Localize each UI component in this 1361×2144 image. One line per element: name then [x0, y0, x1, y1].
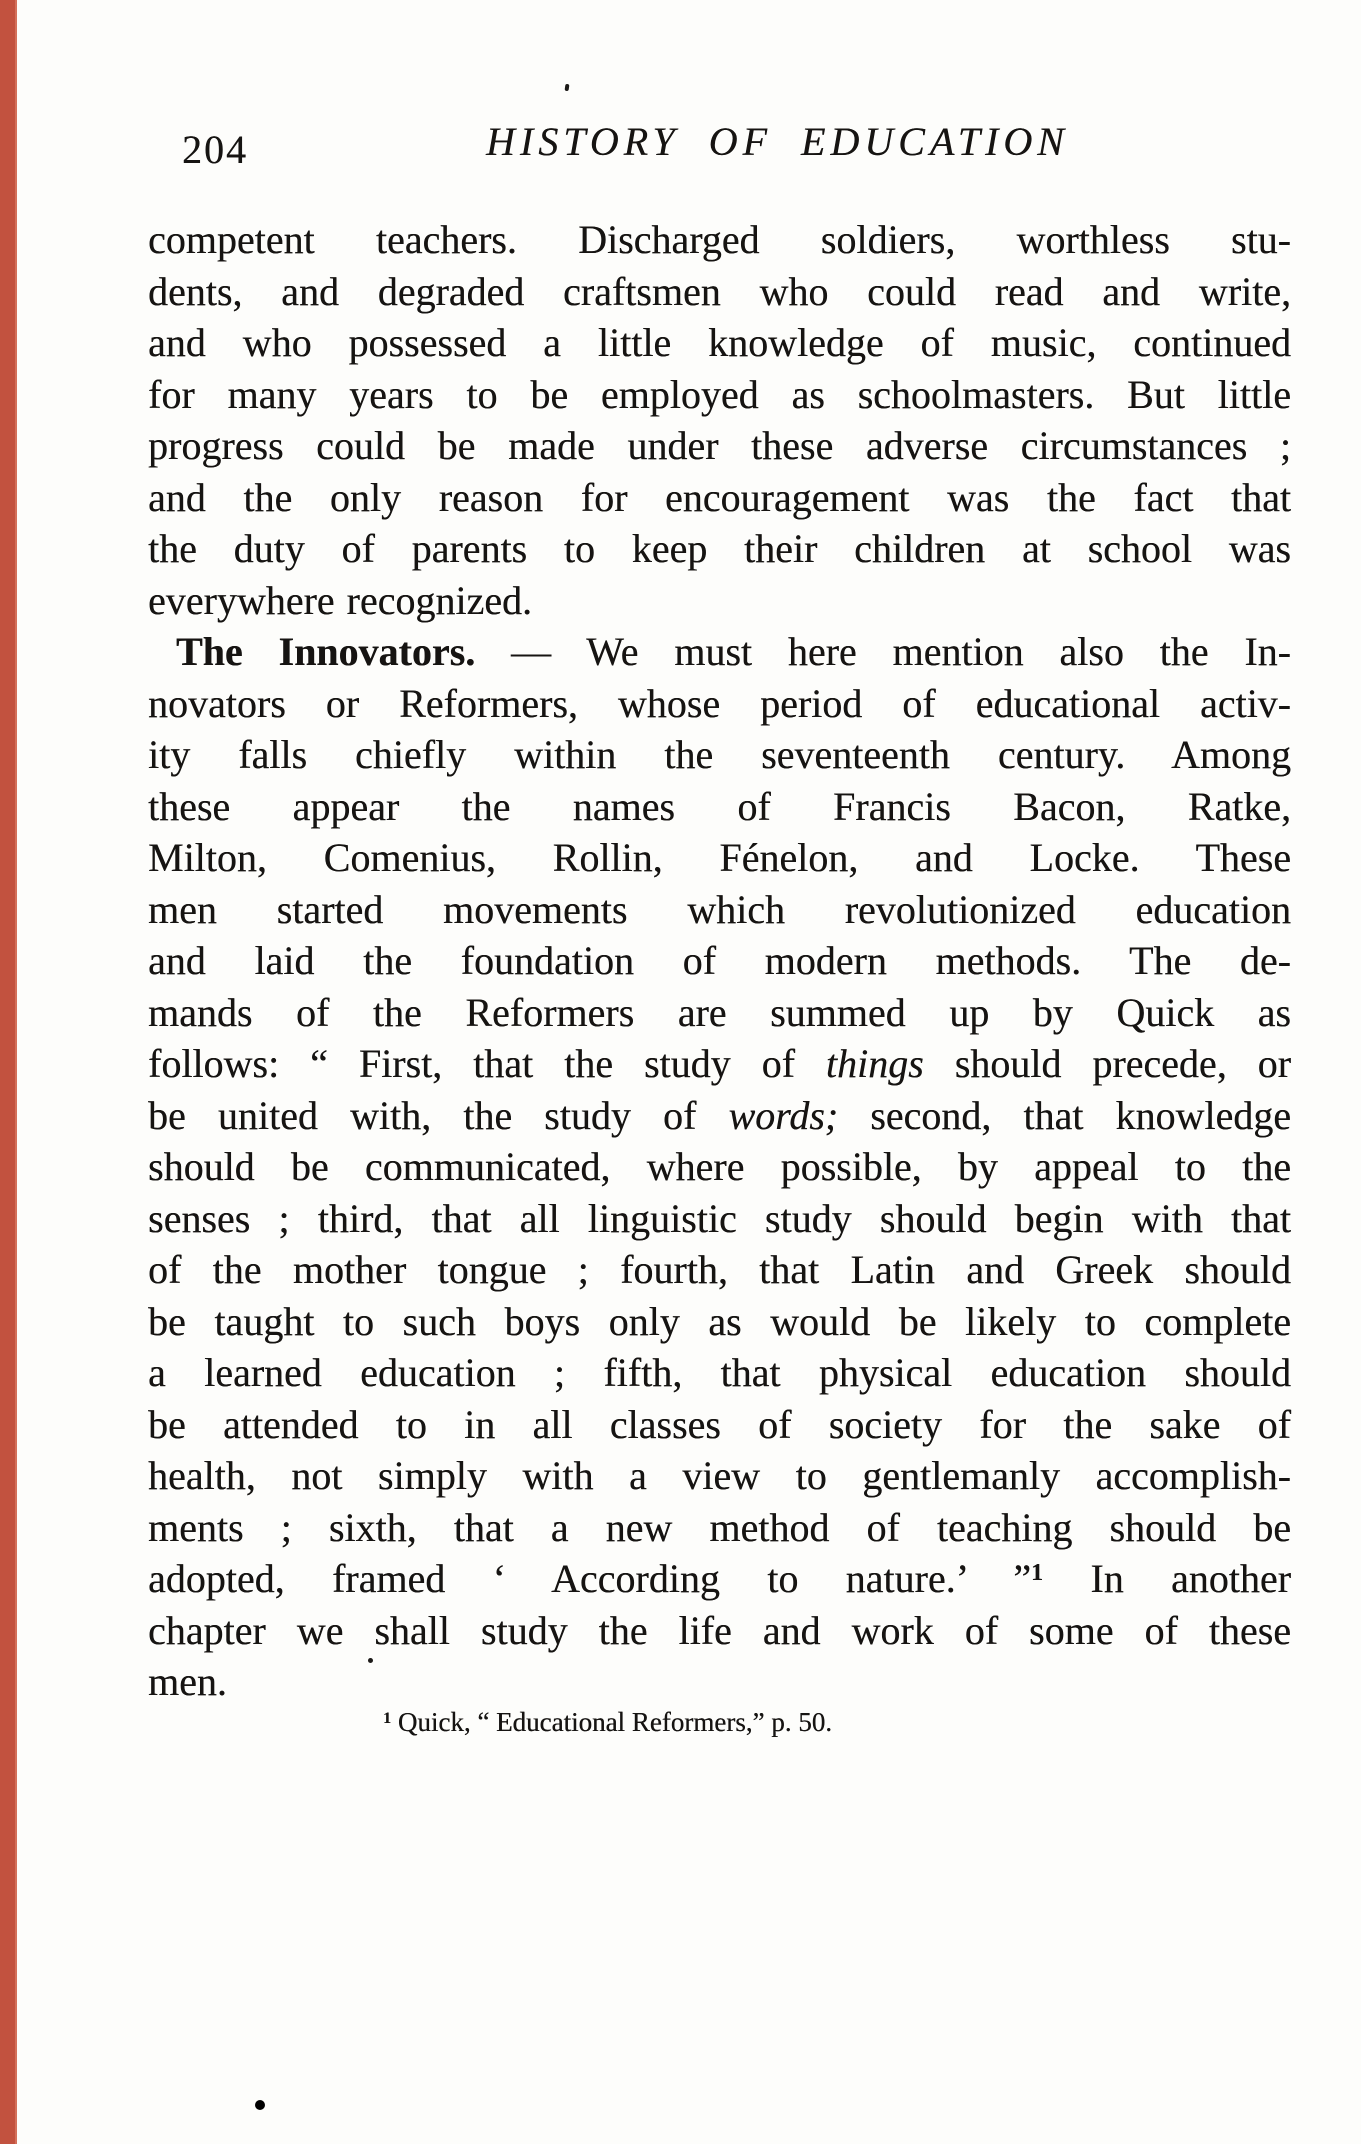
text-line: of the mother tongue ; fourth, that Latin and Greek should — [148, 1247, 1291, 1292]
text-line: and the only reason for encouragement was the fact that — [148, 474, 1291, 520]
text-line: progress could be made under these adverse circumstances ; — [148, 423, 1291, 468]
text-line: and who possessed a little knowledge of music, continued — [148, 320, 1291, 365]
book-edge-strip — [0, 0, 17, 2144]
text-line: should be communicated, where possible, by appeal to the — [148, 1144, 1291, 1189]
body-text — [148, 214, 1291, 1708]
text-line: novators or Reformers, whose period of educational activ- — [148, 680, 1291, 726]
text-line: everywhere recognized. — [148, 577, 532, 623]
text-line: for many years to be employed as schoolmasters. But little — [148, 371, 1291, 417]
text-line: be taught to such boys only as would be likely to complete — [148, 1298, 1291, 1344]
text-line: Milton, Comenius, Rollin, Fénelon, and Locke. These — [148, 835, 1291, 880]
text-line: senses ; third, that all linguistic study should begin with that — [148, 1195, 1291, 1241]
text-line: men. — [148, 1659, 227, 1704]
text-line: ity falls chiefly within the seventeenth century. Among — [148, 732, 1291, 777]
text-line: these appear the names of Francis Bacon, Ratke, — [148, 783, 1291, 829]
text-line: men started movements which revolutionized education — [148, 886, 1291, 932]
text-line: The Innovators. — We must here mention also the In- — [176, 629, 1291, 674]
text-line: health, not simply with a view to gentlemanly accomplish- — [148, 1453, 1291, 1498]
scan-speck-icon — [368, 1658, 373, 1663]
scan-dot-icon — [255, 2100, 265, 2110]
text-line: a learned education ; fifth, that physical education should — [148, 1350, 1291, 1395]
page-number: 204 — [182, 127, 248, 172]
text-line: and laid the foundation of modern methods. The de- — [148, 938, 1291, 983]
text-line: adopted, framed ‘ According to nature.’ ”$^1$ In another — [148, 1556, 1291, 1601]
text-line: be united with, the study of words; second, that knowledge — [148, 1092, 1292, 1138]
running-header: HISTORY OF EDUCATION — [486, 119, 1069, 164]
footnote-text: Quick, “ Educational Reformers,” p. 50. — [391, 1707, 832, 1737]
footnote — [383, 1706, 832, 1740]
text-line: follows: “ First, that the study of things should precede, or — [148, 1041, 1291, 1086]
scan-speck-icon — [565, 84, 570, 91]
text-line: competent teachers. Discharged soldiers, worthless stu- — [148, 217, 1291, 262]
text-line: the duty of parents to keep their children at school was — [148, 526, 1291, 571]
text-line: mands of the Reformers are summed up by Quick as — [148, 989, 1291, 1035]
text-line: be attended to in all classes of society for the sake of — [148, 1401, 1291, 1447]
text-line: ments ; sixth, that a new method of teaching should be — [148, 1504, 1291, 1550]
text-line: chapter we shall study the life and work of some of these — [148, 1607, 1291, 1653]
text-line: dents, and degraded craftsmen who could read and write, — [148, 268, 1291, 314]
footnote-marker: 1 — [383, 1708, 392, 1727]
